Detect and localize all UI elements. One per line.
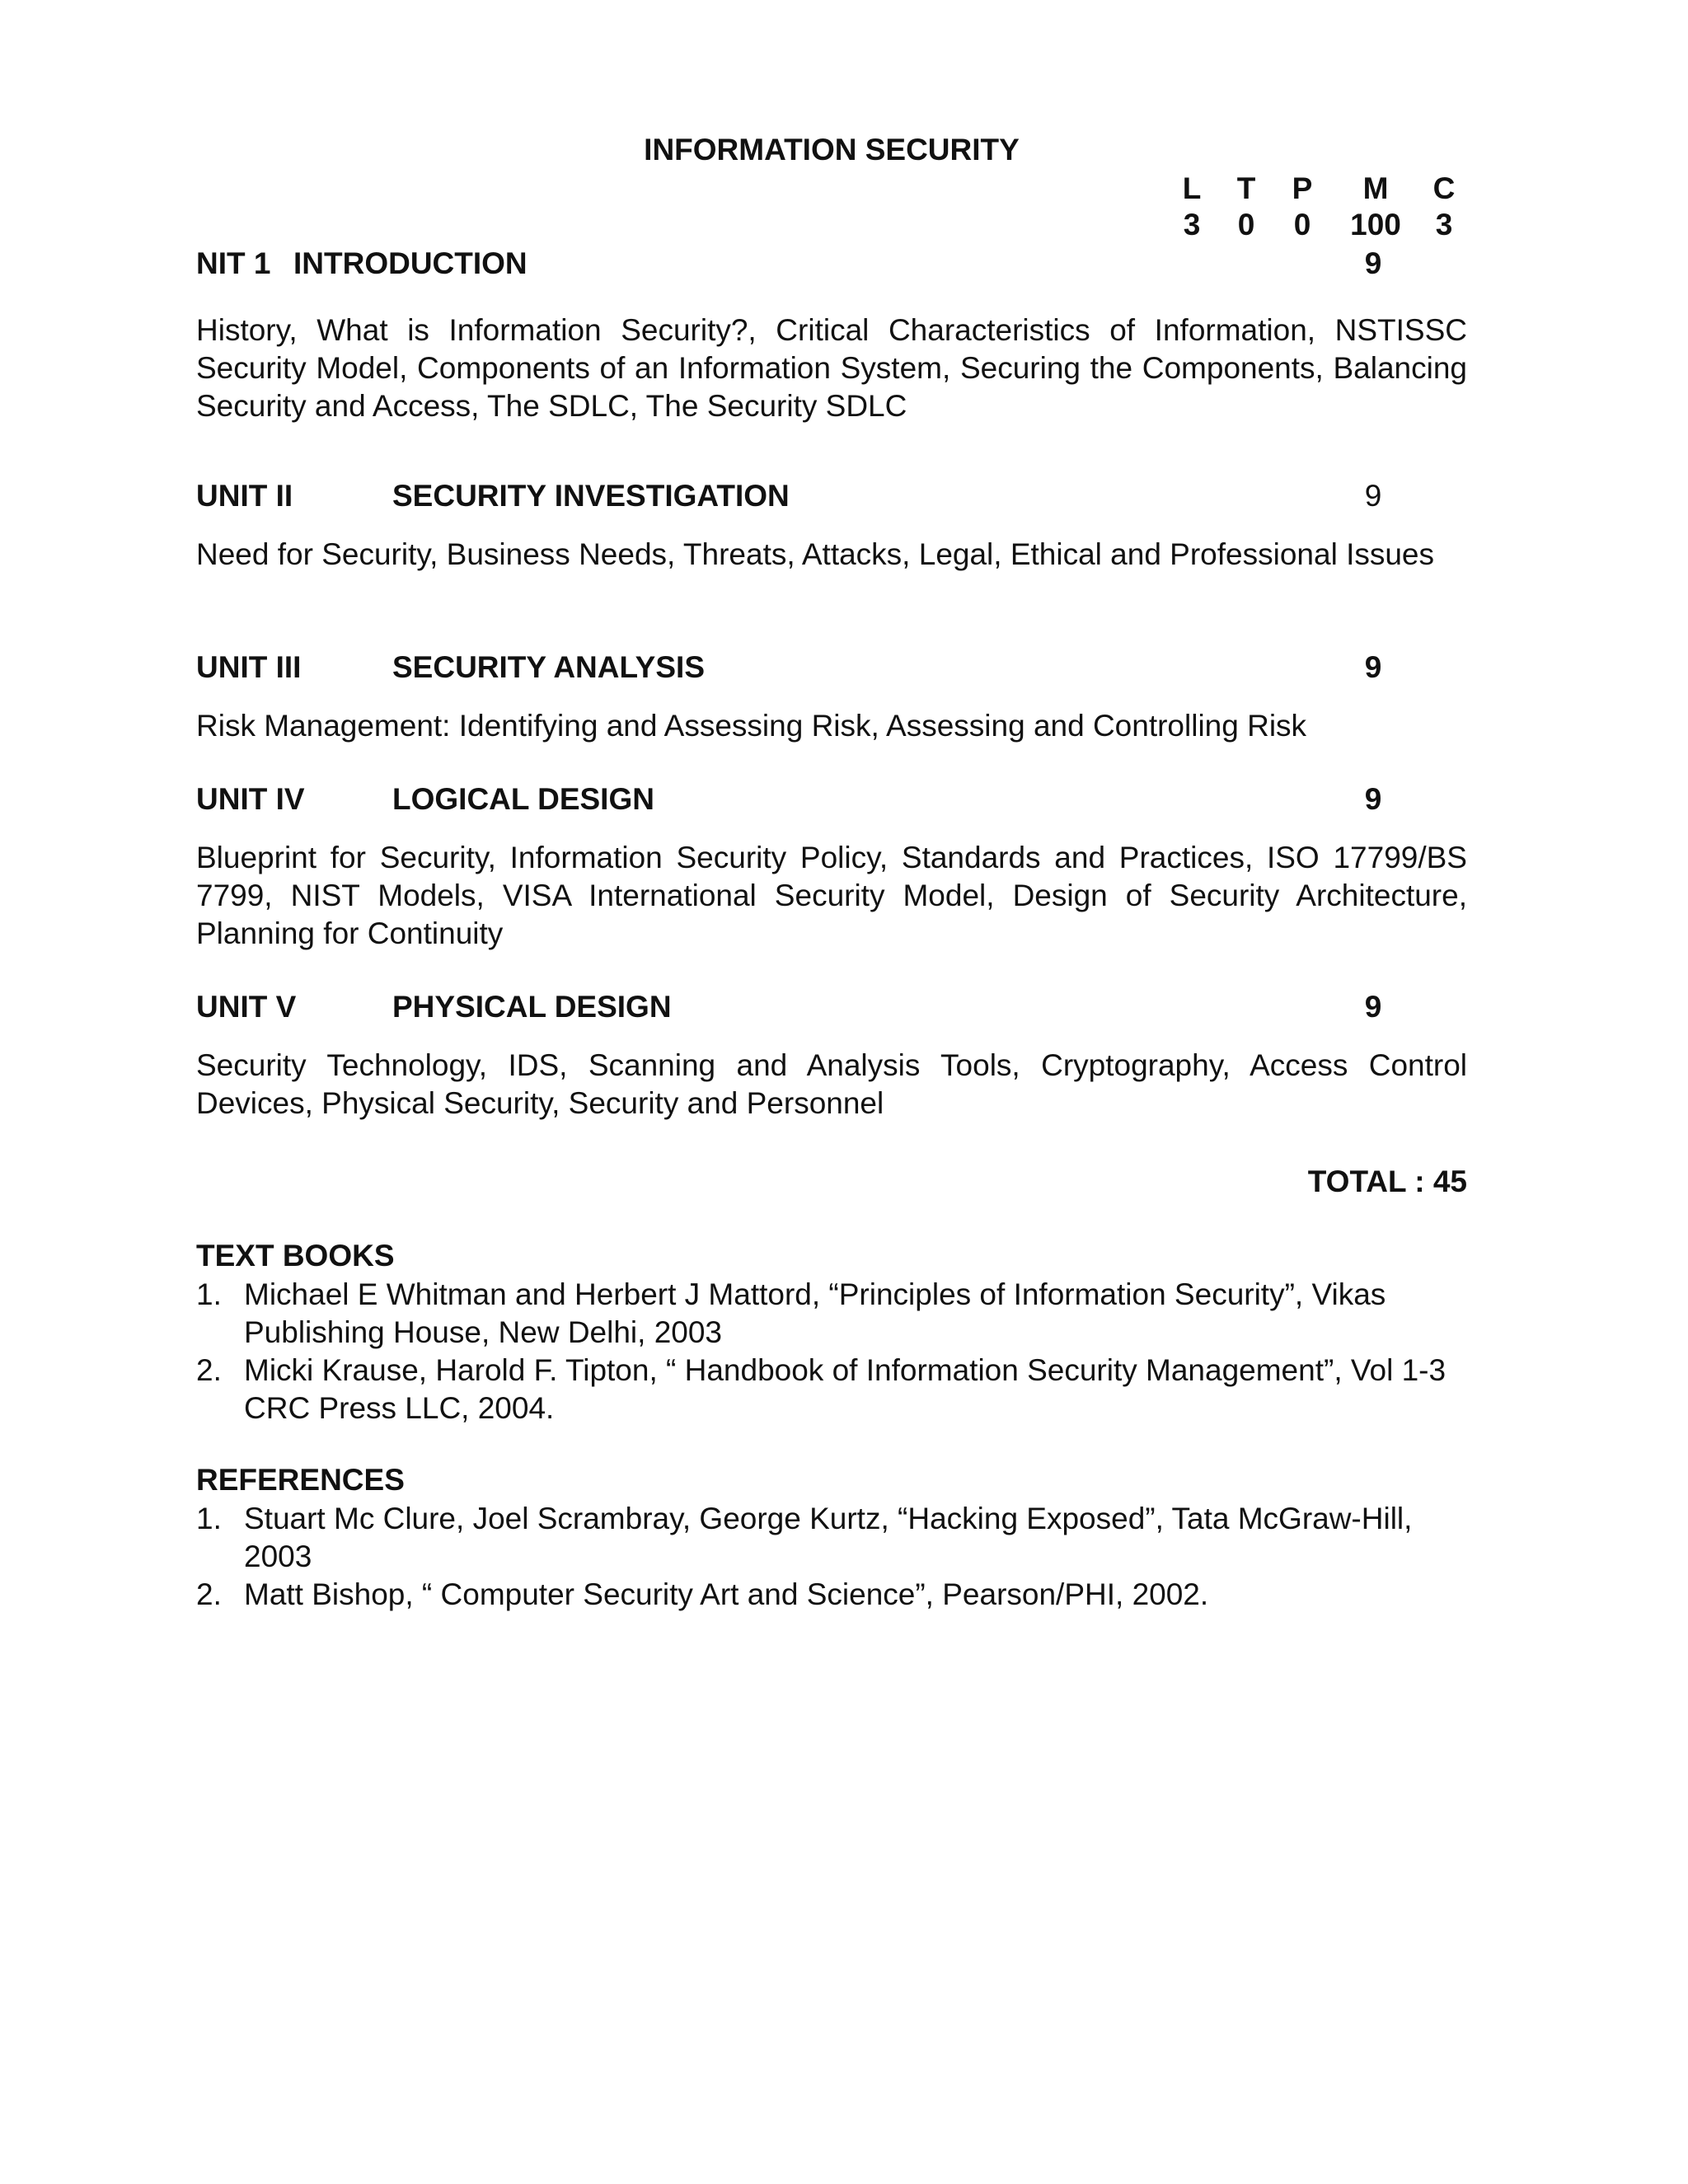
credits-header-l: L — [1182, 171, 1202, 205]
unit-3-hours: 9 — [1364, 650, 1382, 684]
unit-1-hours: 9 — [1364, 246, 1382, 280]
unit-2-content: Need for Security, Business Needs, Threats, Attacks, Legal, Ethical and Professional Issues — [196, 537, 1435, 571]
list-item-number: 1. — [196, 1502, 222, 1535]
list-item-number: 2. — [196, 1353, 222, 1387]
credits-header-m: M — [1362, 171, 1389, 205]
unit-1-title: INTRODUCTION — [293, 246, 528, 280]
list-item-number: 1. — [196, 1277, 222, 1311]
credits-table — [1169, 171, 1467, 244]
unit-1-number: NIT 1 — [196, 246, 271, 280]
unit-5-number: UNIT V — [196, 990, 297, 1024]
credits-header-t: T — [1236, 171, 1256, 205]
list-item — [196, 1352, 1467, 1427]
unit-4-number: UNIT IV — [196, 782, 305, 816]
unit-5-title: PHYSICAL DESIGN — [392, 990, 672, 1024]
list-item — [196, 1576, 1467, 1614]
list-item — [196, 1276, 1467, 1352]
credits-value-t: 0 — [1237, 208, 1255, 241]
credits-value-c: 3 — [1435, 208, 1453, 241]
total-hours: TOTAL : 45 — [1307, 1165, 1467, 1198]
credits-header-row — [1169, 171, 1467, 208]
list-item-text: Matt Bishop, “ Computer Security Art and Science”, Pearson/PHI, 2002. — [244, 1577, 1209, 1611]
credits-header-c: C — [1432, 171, 1456, 205]
unit-2-title: SECURITY INVESTIGATION — [392, 479, 790, 513]
unit-4-content: Blueprint for Security, Information Security Policy, Standards and Practices, ISO 17799/BS 7799, NIST Models, VISA International Security Model, Design of Security Architecture, Planning for Continuity — [196, 841, 1467, 950]
credits-value-row — [1169, 208, 1467, 244]
unit-1-content: History, What is Information Security?, Critical Characteristics of Information, NSTISSC Security Model, Components of an Information System, Securing the Components, Balancing Security and Access, The SDLC, The Security SDLC — [196, 313, 1467, 423]
credits-value-l: 3 — [1183, 208, 1201, 241]
text-books-heading: TEXT BOOKS — [196, 1239, 395, 1272]
unit-4-hours: 9 — [1364, 782, 1382, 816]
references-heading: REFERENCES — [196, 1463, 405, 1497]
credits-value-p: 0 — [1293, 208, 1311, 241]
unit-5-hours: 9 — [1364, 990, 1382, 1024]
list-item-text: Stuart Mc Clure, Joel Scrambray, George Kurtz, “Hacking Exposed”, Tata McGraw-Hill, 2003 — [244, 1502, 1413, 1573]
course-title: INFORMATION SECURITY — [644, 133, 1020, 166]
list-item-number: 2. — [196, 1577, 222, 1611]
unit-2-number: UNIT II — [196, 479, 293, 513]
references-list — [196, 1500, 1467, 1614]
list-item-text: Michael E Whitman and Herbert J Mattord, “Principles of Information Security”, Vikas Publishing House, New Delhi, 2003 — [244, 1277, 1386, 1349]
credits-value-m: 100 — [1350, 208, 1401, 241]
list-item-text: Micki Krause, Harold F. Tipton, “ Handbook of Information Security Management”, Vol 1-3 CRC Press LLC, 2004. — [244, 1353, 1447, 1425]
unit-3-title: SECURITY ANALYSIS — [392, 650, 705, 684]
list-item — [196, 1500, 1467, 1576]
unit-5-content: Security Technology, IDS, Scanning and Analysis Tools, Cryptography, Access Control Devices, Physical Security, Security and Personnel — [196, 1048, 1467, 1120]
unit-4-title: LOGICAL DESIGN — [392, 782, 654, 816]
text-books-list — [196, 1276, 1467, 1427]
unit-3-content: Risk Management: Identifying and Assessing Risk, Assessing and Controlling Risk — [196, 709, 1307, 743]
unit-2-hours: 9 — [1364, 479, 1382, 513]
unit-3-number: UNIT III — [196, 650, 302, 684]
credits-header-p: P — [1292, 171, 1313, 205]
